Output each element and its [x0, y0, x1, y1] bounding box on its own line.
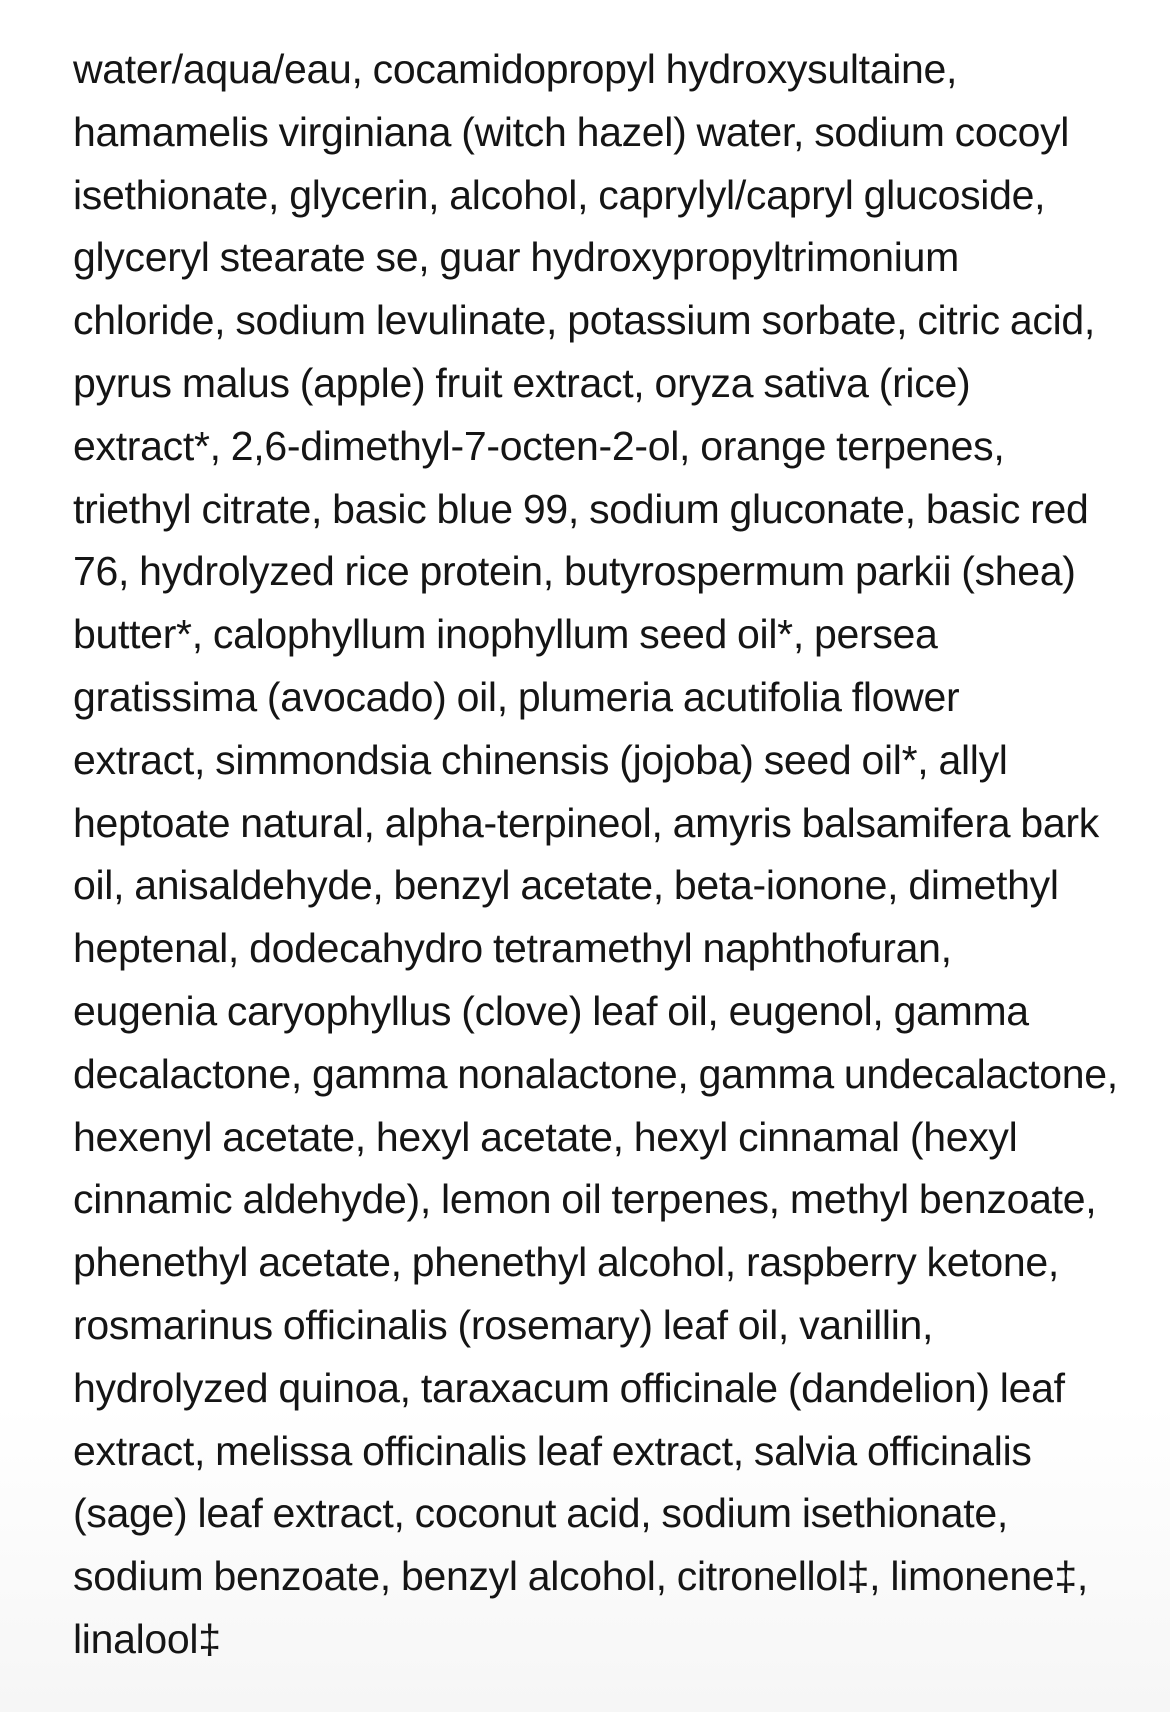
ingredients-line-22: hydrolyzed quinoa, taraxacum officinale (dandelion) leaf	[73, 1364, 1065, 1411]
ingredients-line-18: hexenyl acetate, hexyl acetate, hexyl cinnamal (hexyl	[73, 1113, 1018, 1160]
ingredients-line-26: linalool‡	[73, 1615, 221, 1662]
ingredients-line-20: phenethyl acetate, phenethyl alcohol, raspberry ketone,	[73, 1239, 1059, 1286]
ingredients-line-4: glyceryl stearate se, guar hydroxypropyltrimonium	[73, 234, 959, 281]
ingredients-line-3: isethionate, glycerin, alcohol, caprylyl/capryl glucoside,	[73, 171, 1046, 218]
ingredients-line-24: (sage) leaf extract, coconut acid, sodium isethionate,	[73, 1490, 1008, 1537]
ingredients-line-10: butter*, calophyllum inophyllum seed oil*, persea	[73, 611, 938, 658]
ingredients-line-25: sodium benzoate, benzyl alcohol, citronellol‡, limonene‡,	[73, 1553, 1088, 1600]
ingredients-line-11: gratissima (avocado) oil, plumeria acutifolia flower	[73, 673, 960, 720]
ingredients-line-2: hamamelis virginiana (witch hazel) water, sodium cocoyl	[73, 108, 1070, 155]
ingredients-line-16: eugenia caryophyllus (clove) leaf oil, eugenol, gamma	[73, 987, 1029, 1034]
ingredients-line-19: cinnamic aldehyde), lemon oil terpenes, methyl benzoate,	[73, 1176, 1097, 1223]
ingredients-line-1: water/aqua/eau, cocamidopropyl hydroxysultaine,	[73, 46, 958, 92]
ingredients-line-5: chloride, sodium levulinate, potassium sorbate, citric acid,	[73, 297, 1095, 344]
ingredients-line-8: triethyl citrate, basic blue 99, sodium gluconate, basic red	[73, 485, 1089, 532]
ingredients-line-21: rosmarinus officinalis (rosemary) leaf oil, vanillin,	[73, 1301, 934, 1348]
ingredients-line-9: 76, hydrolyzed rice protein, butyrospermum parkii (shea)	[73, 548, 1076, 595]
ingredients-line-13: heptoate natural, alpha-terpineol, amyris balsamifera bark	[73, 799, 1099, 846]
ingredients-list	[73, 38, 1133, 1671]
ingredients-line-17: decalactone, gamma nonalactone, gamma undecalactone,	[73, 1050, 1118, 1097]
ingredients-line-12: extract, simmondsia chinensis (jojoba) seed oil*, allyl	[73, 736, 1008, 783]
ingredients-line-6: pyrus malus (apple) fruit extract, oryza sativa (rice)	[73, 359, 971, 406]
ingredients-line-15: heptenal, dodecahydro tetramethyl naphthofuran,	[73, 925, 952, 972]
ingredients-line-14: oil, anisaldehyde, benzyl acetate, beta-ionone, dimethyl	[73, 862, 1059, 909]
ingredients-line-7: extract*, 2,6-dimethyl-7-octen-2-ol, orange terpenes,	[73, 422, 1005, 469]
ingredients-line-23: extract, melissa officinalis leaf extract, salvia officinalis	[73, 1427, 1032, 1474]
